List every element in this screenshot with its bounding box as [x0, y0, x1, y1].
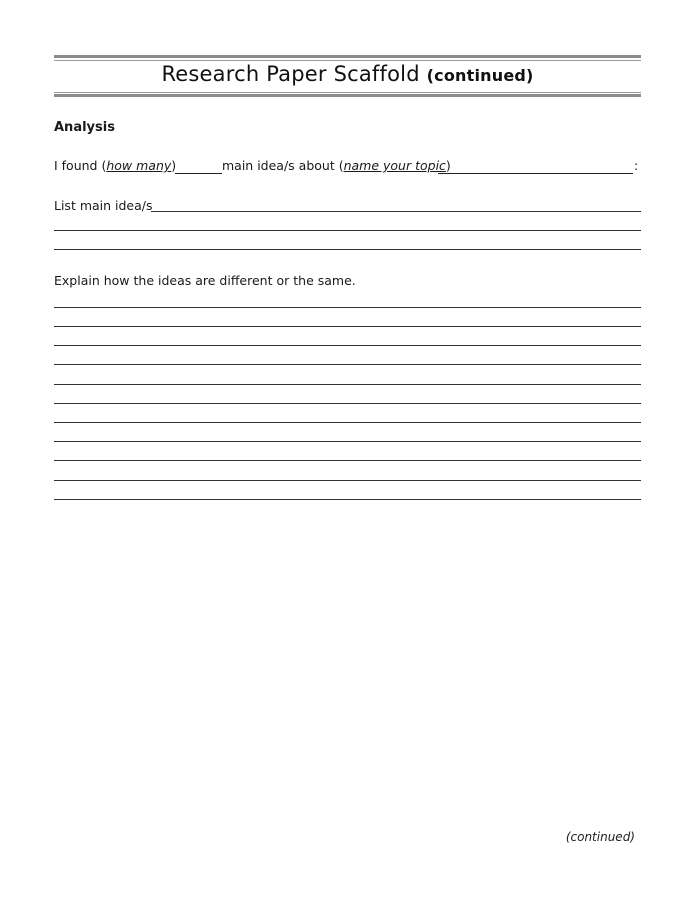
paren-close-2: ): [445, 158, 451, 173]
list-blank-3[interactable]: [54, 249, 641, 250]
footer-continued: (continued): [565, 830, 635, 844]
top-rule-thick: [54, 55, 641, 58]
found-middle: [222, 158, 451, 173]
section-heading: Analysis: [54, 120, 115, 135]
list-prompt: List main idea/s: [54, 198, 153, 213]
list-blank-2[interactable]: [54, 230, 641, 231]
found-middle-text: main idea/s about (: [222, 158, 344, 173]
explain-line-10[interactable]: [54, 480, 641, 481]
top-rule-thin: [54, 60, 641, 61]
explain-line-1[interactable]: [54, 307, 641, 308]
title-sub: (continued): [426, 66, 534, 85]
paren-close: ): [171, 158, 177, 173]
page-title: [54, 62, 641, 86]
list-blank-1[interactable]: [151, 211, 641, 212]
explain-line-8[interactable]: [54, 441, 641, 442]
found-prefix: I found (: [54, 158, 107, 173]
bottom-rule-thick: [54, 94, 641, 97]
explain-line-2[interactable]: [54, 326, 641, 327]
explain-line-11[interactable]: [54, 499, 641, 500]
explain-line-9[interactable]: [54, 460, 641, 461]
found-line: [54, 158, 176, 173]
explain-line-4[interactable]: [54, 364, 641, 365]
explain-line-3[interactable]: [54, 345, 641, 346]
topic-blank[interactable]: [438, 173, 633, 174]
bottom-rule-thin: [54, 92, 641, 93]
explain-line-7[interactable]: [54, 422, 641, 423]
explain-line-5[interactable]: [54, 384, 641, 385]
explain-line-6[interactable]: [54, 403, 641, 404]
how-many-hint: how many: [106, 158, 172, 173]
title-main: Research Paper Scaffold: [161, 62, 420, 86]
topic-hint: name your topic: [343, 158, 446, 173]
colon: :: [634, 158, 639, 173]
explain-prompt: Explain how the ideas are different or the same.: [54, 273, 356, 288]
how-many-blank[interactable]: [175, 173, 222, 174]
